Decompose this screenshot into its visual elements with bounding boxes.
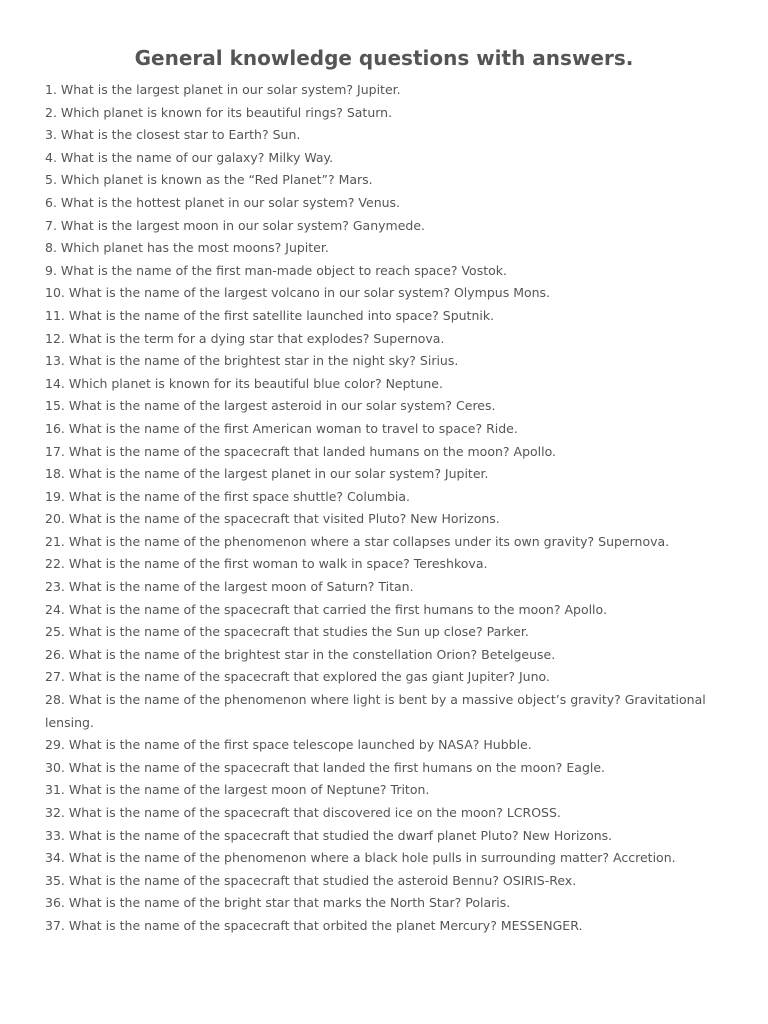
question-item: 36. What is the name of the bright star that marks the North Star? Polaris. <box>45 895 511 911</box>
question-item: 7. What is the largest moon in our solar system? Ganymede. <box>45 217 425 233</box>
question-item: 28. What is the name of the phenomenon where light is bent by a massive object’s gravity? Gravitational lensing. <box>45 692 706 730</box>
question-item: 24. What is the name of the spacecraft that carried the first humans to the moon? Apollo. <box>45 601 607 617</box>
question-item: 37. What is the name of the spacecraft that orbited the planet Mercury? MESSENGER. <box>45 917 583 933</box>
question-item: 26. What is the name of the brightest star in the constellation Orion? Betelgeuse. <box>45 646 556 662</box>
question-item: 12. What is the term for a dying star that explodes? Supernova. <box>45 330 445 346</box>
question-item: 14. Which planet is known for its beautiful blue color? Neptune. <box>45 375 443 391</box>
page-title: General knowledge questions with answers. <box>134 46 634 70</box>
question-item: 3. What is the closest star to Earth? Sun. <box>45 127 301 143</box>
question-item: 22. What is the name of the first woman to walk in space? Tereshkova. <box>45 556 488 572</box>
question-item: 11. What is the name of the first satellite launched into space? Sputnik. <box>45 307 495 323</box>
question-item: 15. What is the name of the largest asteroid in our solar system? Ceres. <box>45 398 496 414</box>
question-item: 21. What is the name of the phenomenon where a star collapses under its own gravity? Supernova. <box>45 533 670 549</box>
question-item: 23. What is the name of the largest moon of Saturn? Titan. <box>45 579 414 595</box>
question-item: 10. What is the name of the largest volcano in our solar system? Olympus Mons. <box>45 285 551 301</box>
question-item: 1. What is the largest planet in our solar system? Jupiter. <box>45 82 401 97</box>
question-item: 20. What is the name of the spacecraft that visited Pluto? New Horizons. <box>45 511 500 527</box>
question-item: 27. What is the name of the spacecraft that explored the gas giant Jupiter? Juno. <box>45 669 550 685</box>
question-item: 16. What is the name of the first American woman to travel to space? Ride. <box>45 420 518 436</box>
question-item: 2. Which planet is known for its beautiful rings? Saturn. <box>45 104 393 120</box>
question-item: 9. What is the name of the first man-made object to reach space? Vostok. <box>45 262 507 278</box>
question-list <box>45 79 725 938</box>
question-item: 34. What is the name of the phenomenon where a black hole pulls in surrounding matter? Accretion. <box>45 850 676 866</box>
question-item: 32. What is the name of the spacecraft that discovered ice on the moon? LCROSS. <box>45 805 561 820</box>
question-item: 29. What is the name of the first space telescope launched by NASA? Hubble. <box>45 737 532 753</box>
question-item: 19. What is the name of the first space shuttle? Columbia. <box>45 488 411 504</box>
question-item: 17. What is the name of the spacecraft that landed humans on the moon? Apollo. <box>45 443 556 459</box>
question-item: 8. Which planet has the most moons? Jupiter. <box>45 240 329 256</box>
question-item: 33. What is the name of the spacecraft that studied the dwarf planet Pluto? New Horizons. <box>45 827 613 843</box>
question-item: 13. What is the name of the brightest star in the night sky? Sirius. <box>45 353 459 369</box>
question-item: 25. What is the name of the spacecraft that studies the Sun up close? Parker. <box>45 624 529 640</box>
question-item: 4. What is the name of our galaxy? Milky Way. <box>45 149 334 165</box>
question-item: 30. What is the name of the spacecraft that landed the first humans on the moon? Eagle. <box>45 759 606 775</box>
question-item: 18. What is the name of the largest planet in our solar system? Jupiter. <box>45 466 489 482</box>
question-item: 5. Which planet is known as the “Red Planet”? Mars. <box>45 172 373 188</box>
question-item: 6. What is the hottest planet in our solar system? Venus. <box>45 194 401 210</box>
question-item: 31. What is the name of the largest moon of Neptune? Triton. <box>45 782 430 798</box>
question-item: 35. What is the name of the spacecraft that studied the asteroid Bennu? OSIRIS-Rex. <box>45 872 577 888</box>
